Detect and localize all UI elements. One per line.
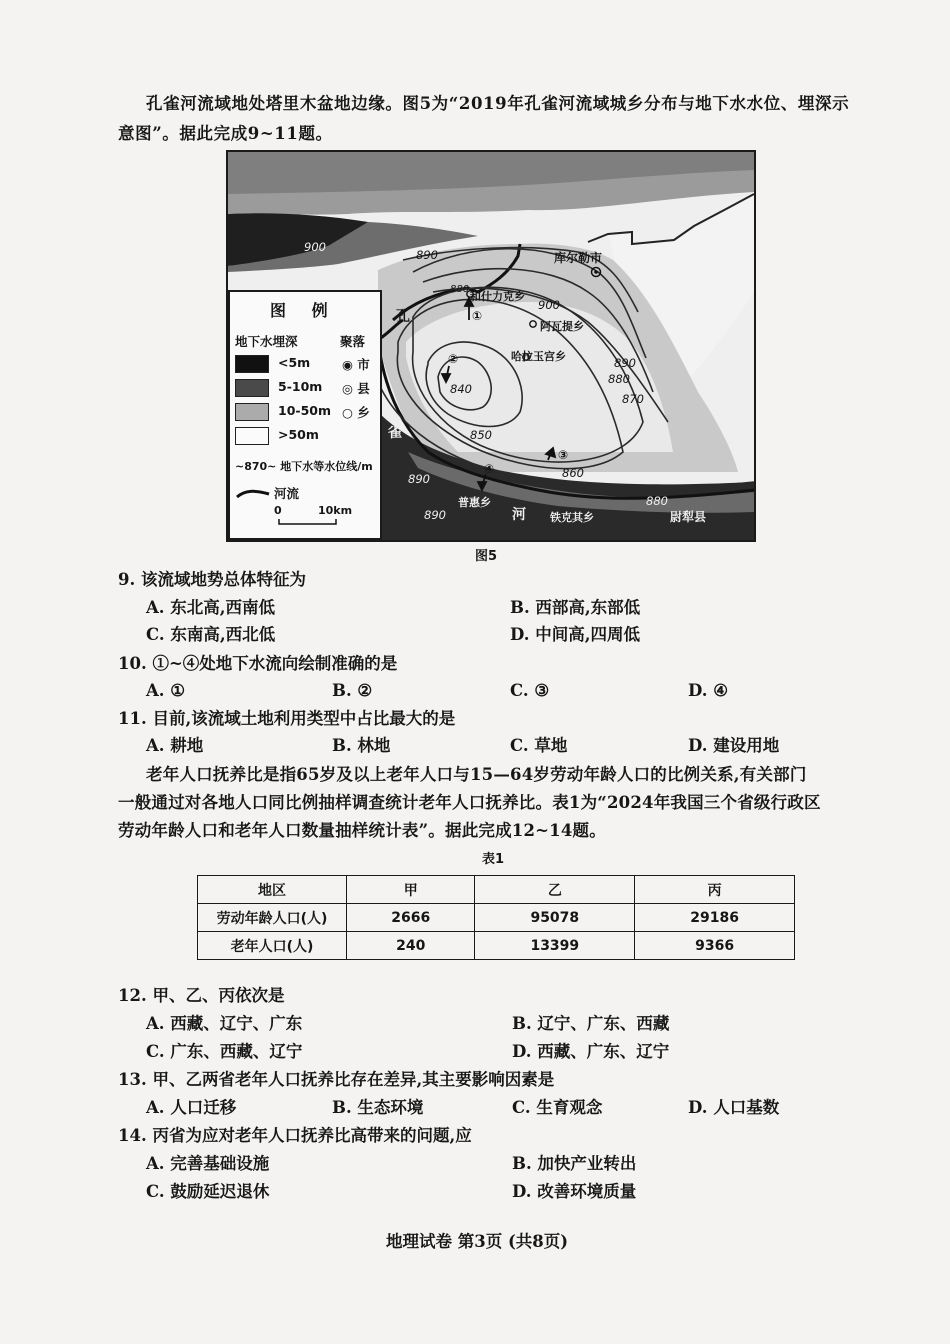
contour-label: 890 xyxy=(416,248,438,262)
q12-option-c[interactable]: C. 广东、西藏、辽宁 xyxy=(146,1042,303,1061)
q12-option-d[interactable]: D. 西藏、广东、辽宁 xyxy=(512,1042,670,1061)
q9-stem: 9. 该流域地势总体特征为 xyxy=(118,570,306,589)
label-korla: 库尔勒市 xyxy=(554,251,603,265)
q10-stem: 10. ①~④处地下水流向绘制准确的是 xyxy=(118,654,398,673)
table-header-cell: 地区 xyxy=(198,876,347,904)
table-row xyxy=(198,932,795,960)
marker-3: ③ xyxy=(558,448,569,462)
q13-stem: 13. 甲、乙两省老年人口抚养比存在差异,其主要影响因素是 xyxy=(118,1070,555,1089)
city-symbol-icon: ◉ xyxy=(342,357,353,372)
table-cell: 29186 xyxy=(635,904,795,932)
q14-option-d[interactable]: D. 改善环境质量 xyxy=(512,1182,637,1201)
contour-label: 890 xyxy=(408,472,430,486)
table-cell: 13399 xyxy=(475,932,635,960)
scale-ten: 10km xyxy=(318,504,353,517)
label-river-kong: 孔 xyxy=(396,309,410,325)
table-cell: 95078 xyxy=(475,904,635,932)
legend-city: ◉ 市 xyxy=(342,357,370,372)
q12-option-b[interactable]: B. 辽宁、广东、西藏 xyxy=(512,1014,670,1033)
table-cell: 劳动年龄人口(人) xyxy=(198,904,347,932)
legend-township: ○ 乡 xyxy=(342,405,370,420)
figure-caption: 图5 xyxy=(475,549,498,564)
contour-label: 900 xyxy=(304,240,326,254)
township-symbol-icon: ○ xyxy=(342,405,353,420)
groundwater-map xyxy=(226,150,756,542)
contour-label: 880 xyxy=(608,372,630,386)
table-cell: 240 xyxy=(347,932,475,960)
q13-option-a[interactable]: A. 人口迁移 xyxy=(146,1098,237,1117)
table-row xyxy=(198,904,795,932)
intro2-line2: 一般通过对各地人口同比例抽样调查统计老年人口抚养比。表1为“2024年我国三个省级行政区 xyxy=(118,793,821,812)
q10-option-c[interactable]: C. ③ xyxy=(510,681,550,700)
q14-option-c[interactable]: C. 鼓励延迟退休 xyxy=(146,1182,270,1201)
legend-swatch-10-50 xyxy=(235,403,269,421)
river-line-icon xyxy=(235,488,271,500)
table-caption: 表1 xyxy=(482,852,505,867)
legend-contour: ~870~ 地下水等水位线/m xyxy=(235,460,373,473)
legend-label-5-10: 5-10m xyxy=(278,379,323,394)
intro2-line3: 劳动年龄人口和老年人口数量抽样统计表”。据此完成12~14题。 xyxy=(118,821,606,840)
scale-bar-icon xyxy=(278,518,338,526)
intro-text-line2: 意图”。据此完成9~11题。 xyxy=(118,124,333,143)
q14-option-b[interactable]: B. 加快产业转出 xyxy=(512,1154,637,1173)
label-river-que: 雀 xyxy=(388,425,402,441)
label-river-he: 河 xyxy=(512,507,526,523)
contour-label: 900 xyxy=(538,298,560,312)
legend-swatch-5-10 xyxy=(235,379,269,397)
q11-option-a[interactable]: A. 耕地 xyxy=(146,736,204,755)
q10-option-b[interactable]: B. ② xyxy=(332,681,373,700)
label-heshi: 和什力克乡 xyxy=(470,290,525,303)
legend-swatch-lt5 xyxy=(235,355,269,373)
q14-stem: 14. 丙省为应对老年人口抚养比高带来的问题,应 xyxy=(118,1126,472,1145)
label-awati: 阿瓦提乡 xyxy=(540,320,584,333)
q13-option-d[interactable]: D. 人口基数 xyxy=(688,1098,780,1117)
legend-label-gt50: >50m xyxy=(278,427,319,442)
q9-option-c[interactable]: C. 东南高,西北低 xyxy=(146,625,276,644)
marker-4: ④ xyxy=(484,462,495,476)
scale-zero: 0 xyxy=(274,504,282,517)
table-cell: 2666 xyxy=(347,904,475,932)
legend-river: 河流 xyxy=(274,486,300,501)
label-tekers: 铁克其乡 xyxy=(550,511,594,524)
intro-text-line1: 孔雀河流域地处塔里木盆地边缘。图5为“2019年孔雀河流域城乡分布与地下水水位、埋深示 xyxy=(146,94,850,113)
population-table xyxy=(197,875,795,960)
map-legend xyxy=(228,290,382,540)
q9-option-d[interactable]: D. 中间高,四周低 xyxy=(510,625,640,644)
contour-label: 840 xyxy=(450,382,472,396)
label-yuli: 尉犁县 xyxy=(670,510,707,524)
table-cell: 老年人口(人) xyxy=(198,932,347,960)
county-symbol-icon: ◎ xyxy=(342,381,353,396)
q12-option-a[interactable]: A. 西藏、辽宁、广东 xyxy=(146,1014,303,1033)
marker-2: ② xyxy=(448,352,459,366)
label-pulu: 普惠乡 xyxy=(458,496,491,509)
q11-stem: 11. 目前,该流域土地利用类型中占比最大的是 xyxy=(118,709,456,728)
q12-stem: 12. 甲、乙、丙依次是 xyxy=(118,986,285,1005)
q13-option-b[interactable]: B. 生态环境 xyxy=(332,1098,424,1117)
table-header-cell: 甲 xyxy=(347,876,475,904)
q11-option-d[interactable]: D. 建设用地 xyxy=(688,736,780,755)
legend-swatch-gt50 xyxy=(235,427,269,445)
table-cell: 9366 xyxy=(635,932,795,960)
contour-label: 860 xyxy=(562,466,584,480)
legend-label-lt5: <5m xyxy=(278,355,311,370)
table-header-cell: 丙 xyxy=(635,876,795,904)
table-header-row xyxy=(198,876,795,904)
contour-label: 880 xyxy=(450,284,470,295)
legend-depth-title: 地下水埋深 xyxy=(235,334,298,349)
q10-option-d[interactable]: D. ④ xyxy=(688,681,729,700)
legend-label-10-50: 10-50m xyxy=(278,403,332,418)
contour-label: 880 xyxy=(646,494,668,508)
q11-option-b[interactable]: B. 林地 xyxy=(332,736,391,755)
page-footer: 地理试卷 第3页 (共8页) xyxy=(386,1232,569,1251)
q14-option-a[interactable]: A. 完善基础设施 xyxy=(146,1154,270,1173)
marker-1: ① xyxy=(472,309,483,323)
q9-option-b[interactable]: B. 西部高,东部低 xyxy=(510,598,641,617)
contour-label: 850 xyxy=(470,428,492,442)
legend-county: ◎ 县 xyxy=(342,381,370,396)
legend-settlement-title: 聚落 xyxy=(340,334,366,349)
contour-label: 870 xyxy=(622,392,644,406)
q10-option-a[interactable]: A. ① xyxy=(146,681,186,700)
legend-title: 图 例 xyxy=(270,301,338,320)
contour-label: 890 xyxy=(424,508,446,522)
label-hala: 哈拉玉宫乡 xyxy=(511,350,566,363)
intro2-line1: 老年人口抚养比是指65岁及以上老年人口与15—64岁劳动年龄人口的比例关系,有关部门 xyxy=(146,765,807,784)
q9-option-a[interactable]: A. 东北高,西南低 xyxy=(146,598,276,617)
q13-option-c[interactable]: C. 生育观念 xyxy=(512,1098,603,1117)
contour-label: 890 xyxy=(614,356,636,370)
q11-option-c[interactable]: C. 草地 xyxy=(510,736,568,755)
table-header-cell: 乙 xyxy=(475,876,635,904)
